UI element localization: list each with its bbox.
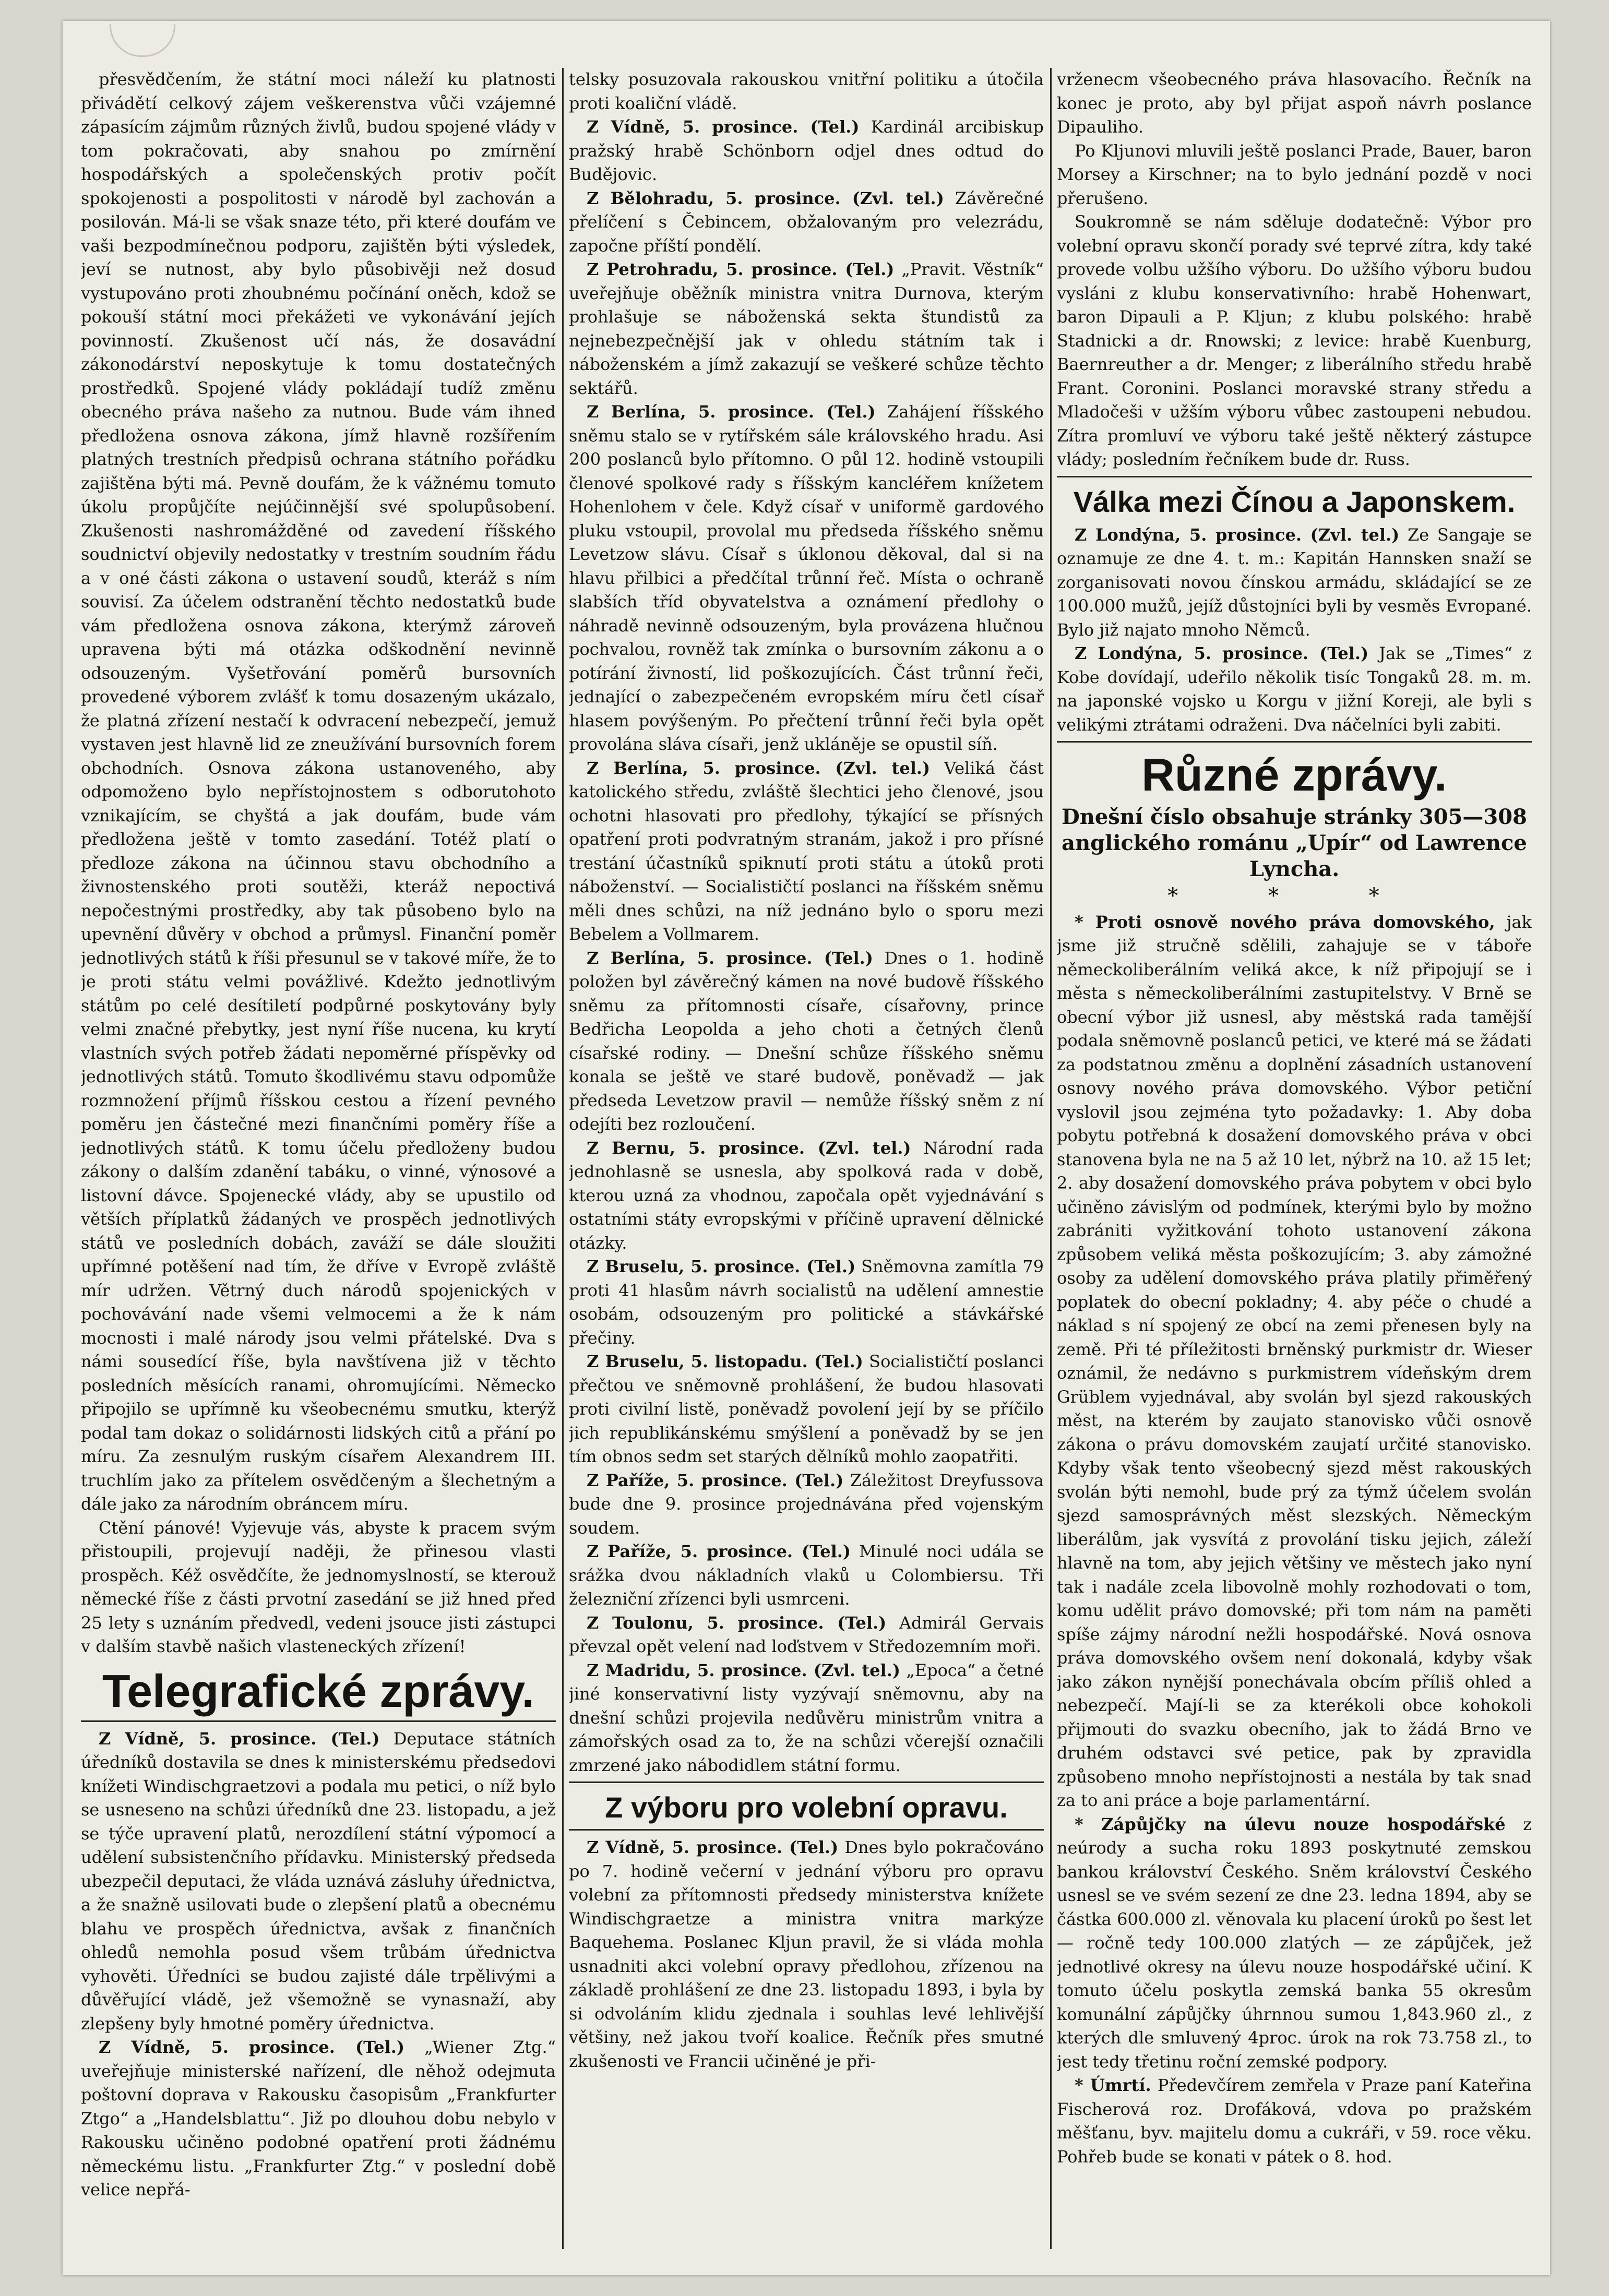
telegram-dateline: Z Vídně, 5. prosince. (Tel.) [587,117,860,137]
news-item [569,400,1044,757]
item-text: Jak se „Times“ z Kobe dovídají, udeřilo několik tisíc Tongaků 28. m. m. na japonské vojsko u Korgu v jižní Koreji, ale byli s velikými ztrátami odraženi. Dva náčelníci byli zabiti. [1057,643,1532,735]
item-text: Závěrečné přelíčení s Čebincem, obžalovaným pro velezrádu, započne příští pondělí. [569,188,1044,256]
section-divider [1057,741,1532,743]
column-rule-left [562,68,564,2249]
telegram-list [569,115,1044,1777]
reform-telegram [569,1836,1044,2073]
speech-closing: Ctění pánové! Vyjevuje vás, abyste k pracem svým přistoupili, projevují naději, že přinesou vlasti prospěch. Kéž osvědčíte, že jednomyslností, se kterouž německé říše z části prvotní zasedání se již hned před 25 lety s uznáním předvedl, vedeni jsouce jisti zástupci v dalším stavbě našich vlasteneckých zřízení! [81,1517,556,1656]
news-item [569,1350,1044,1469]
continued-text: Po Kljunovi mluvili ještě poslanci Prade, Bauer, baron Morsey a Kirschner; na to bylo jednání pozdě v noci přerušeno. [1057,140,1532,208]
column-middle [569,68,1044,2249]
column-rule-right [1050,68,1052,2249]
item-text: Předevčírem zemřela v Praze paní Kateřina Fischerová roz. Drofáková, vdova po pražském měšťanu, byv. majitelu domu a cukráři, v 59. roce věku. Pohřeb bude se konati v pátek o 8. hod. [1057,2075,1532,2167]
telegram-dateline: Z Paříže, 5. prosince. (Tel.) [587,1470,844,1490]
telegram-dateline: Z Bělohradu, 5. prosince. (Zvl. tel.) [587,188,944,208]
news-item [569,115,1044,187]
telegram-dateline: Z Berlína, 5. prosince. (Tel.) [587,948,873,968]
news-item [569,1137,1044,1255]
item-lead: * Úmrtí. [1075,2075,1151,2095]
telegram-item [81,2036,556,2202]
section-divider [1057,476,1532,477]
news-item [1057,2074,1532,2169]
item-text: Dnes o 1. hodině položen byl závěrečný kámen na nové budově říšského sněmu za přítomnosti císaře, císařovny, prince Bedřicha Leopolda a jeho choti a četných členů císařské rodiny. — Dnešní schůze říšského sněmu konala se ještě ve staré budově, poněvadž — jak předseda Levetzow pravil — nemůže říšský sněm z ní odejíti bez rozloučení. [569,948,1044,1134]
paper-corner-mark [110,24,175,57]
telegram-item [81,1727,556,2036]
item-lead: * Proti osnově nového práva domovského, [1075,912,1495,932]
continued-text: telsky posuzovala rakouskou vnitřní politiku a útočila proti koaliční vládě. [569,69,1044,113]
news-item [569,187,1044,258]
news-item [569,258,1044,400]
telegram-dateline: Z Petrohradu, 5. prosince. (Tel.) [587,259,895,279]
item-text: Národní rada jednohlasně se usnesla, aby spolková rada v době, kterou uzná za vhodnou, započala opět vyjednávání s ostatními státy evropskými v příčině upravení dělnické otázky. [569,1138,1044,1253]
continued-text: vrženecm všeobecného práva hlasovacího. Řečník na konec je proto, aby byl přijat aspoň návrh poslance Dipauliho. [1057,69,1532,137]
telegram-dateline: Z Berlína, 5. prosince. (Tel.) [587,402,876,422]
item-text: jak jsme již stručně sdělili, zahajuje se v táboře německoliberálním veliká akce, k níž připojují se i města s německoliberálními zastupitelstvy. V Brně se obecní výbor již usnesl, aby městská rada tamější podala sněmovně poslanců petici, ve které má se žádati za podstatnou změnu a doplnění zásadních ustanovení osnovy nového práva domovského. Výbor petiční vyslovil jsou zejména tyto požadavky: 1. Aby doba pobytu potřebná k dosažení domovského práva v obci stanovena byla ne na 5 až 10 let, nýbrž na 10. až 15 let; 2. aby dosažení domovského práva pobytem v obci bylo učiněno závislým od podmínek, kterými bylo by možno zabrániti vyžitkování tohoto ustanovení zákona způsobem veliká města poškozujícím; 3. aby zámožné osoby za udělení domovského práva platily přiměřený poplatek do obecní pokladny; 4. aby péče o chudé a náklad s ní spojený ze obcí na zemi přenesen byly na země. Při té příležitosti brněnský purkmistr dr. Wieser oznámil, že nedávno s purkmistrem vídeňským drem Grüblem vyjednával, aby svolán byl sjezd rakouských měst, na kterém by zaujato stanovisko vůči osnově zákona o právu domovském zaujatí určité stanovisko. Kdyby však tento všeobecný sjezd měst rakouských svolán býti nemohl, bude prý za týmž účelem svolán sjezd samosprávných měst slezských. Německým liberálům, jak vysvítá z provolání tisku jejich, záleží hlavně na tom, aby jejich většiny ve městech jako nyní tak i nadále zcela libovolně mohly rozhodovati o tom, komu udělit právo domovské; při tom nám na paměti spíše zájmy národní nežli hospodářské. Nová osnova práva domovského ovšem není dokonalá, kdyby však jako zákon nynější ponechávala obcím příliš ohled a nebezpečí. Mají-li se za kterékoli obce kohokoli přijmouti do svazku obecního, jak to žádá Brno ve druhém odstavci své petice, pak by zpravidla způsobeno mnoho nepřístojnosti a nestála by tak snad za to ani práce a boje parlamentární. [1057,912,1532,1810]
news-item [569,1659,1044,1778]
war-telegram-list [1057,523,1532,737]
star-separator: * * * [1167,884,1421,908]
item-text: z neúrody a sucha roku 1893 poskytnuté zemskou bankou království Českého. Sněm království Českého usnesl se ve svém sezení ze dne 23. ledna 1894, aby se částka 600.000 zl. věnovala ku placení úroků po šest let — ročně tedy 100.000 zlatých — ze zápůjček, jež jednotlivé okresy na úlevu nouze hospodářské učiní. K tomuto účelu poskytla zemská banka 55 okresům komunální zápůjčky úhrnnou sumou 1,843.960 zl., z kterých dle smluvený 4proc. úrok na rok 73.758 zl., to jest tedy třetinu roční zemské podpory. [1057,1814,1532,2072]
novel-notice: Dnešní číslo obsahuje stránky 305—308 anglického románu „Upír“ od Lawrence Lyncha. [1062,805,1527,881]
news-item [1057,911,1532,1813]
news-item [569,1469,1044,1540]
item-text: Záležitost Dreyfussova bude dne 9. prosince projednávána před vojenským soudem. [569,1470,1044,1538]
telegrams-heading: Telegrafické zprávy. [102,1665,535,1717]
telegram-dateline: Z Bruselu, 5. listopadu. (Tel.) [587,1352,863,1371]
telegram-dateline: Z Madridu, 5. prosince. (Zvl. tel.) [587,1660,900,1680]
item-text: Veliká část katolického středu, zvláště šlechtici jeho členové, jsou ochotni hlasovati pro předlohy, týkající se přísných opatření proti podvratným stranám, jakož i pro přísné trestání účastníků spiknutí proti státu a útoků proti náboženství. — Socialističtí poslanci na říšském sněmu měli dnes schůzi, na níž jednáno bylo o sporu mezi Bebelem a Vollmarem. [569,758,1044,944]
item-text: Kardinál arcibiskup pražský hrabě Schönborn odjel dnes odtud do Budějovic. [569,117,1044,184]
item-text: „Pravit. Věstník“ uveřejňuje oběžník ministra vnitra Durnova, kterým prohlašuje se náboženská sekta štundistů za nejnebezpečnější jak v ohledu státním tak i náboženském a jímž zakazují se veškeré schůze těchto sektářů. [569,259,1044,398]
telegram-dateline: Z Vídně, 5. prosince. (Tel.) [99,2037,405,2057]
item-text: Sněmovna zamítla 79 proti 41 hlasům návrh socialistů na udělení amnestie osobám, odsouzeným pro politické a stávkářské přečiny. [569,1257,1044,1348]
item-text: Minulé noci udála se srážka dvou nákladních vlaků u Colombiersu. Tři železniční zřízenci byli usmrceni. [569,1541,1044,1609]
item-text: Zahájení říšského sněmu stalo se v rytířském sále královského hradu. Asi 200 poslanců bylo přítomno. O půl 12. hodině vstoupili členové spolkové rady s říšským kancléřem knížetem Hohenlohem v čele. Když císař v uniformě gardového pluku vstoupil, provolal mu předseda říšského sněmu Levetzow slávu. Císař s úklonou děkoval, dal si na hlavu přilbici a předčítal trůnní řeč. Místa o ochraně slabších tříd obyvatelstva a oznámení předlohy o náhradě nevinně odsouzeným, byla provázena hlučnou pochvalou, rovněž tak zmínka o bursovním zákonu a o potírání živností, lid poškozujících. Část trůnní řeči, jednající o zabezpečeném evropském míru četl císař hlasem povýšeným. Po přečtení trůnní řeči byla opět provolána sláva císaři, jenž ukláněje se opustil síň. [569,402,1044,754]
news-item [569,1540,1044,1611]
telegram-text: Deputace státních úředníků dostavila se dnes k ministerskému předsedovi knížeti Windischgraetzovi a podala mu petici, o níž bylo se usneseno na schůzi úředníků dne 23. listopadu, a jež se týče upravení platů, nerozdílení státní výpomocí a udělení subsistenčního přídavku. Ministerský předseda ubezpečil deputaci, že vláda uznává zásluhy úřednictva, a že snažně usilovati bude o zlepšení platů a obecnému blahu ve prospěch úřednictva, avšak z finančních ohledů nemohla posud všem trůbám úřednictva vyhověti. Úředníci se budou zajisté dále trpělivými a důvěřující vládě, jež všemožně se vynasnaží, aby zlepšeny byly hmotné poměry úřednictva. [81,1728,556,2034]
telegram-dateline: Z Bruselu, 5. prosince. (Tel.) [587,1257,856,1276]
item-text: Admirál Gervais převzal opět velení nad loďstvem v Středozemním moři. [569,1612,1044,1656]
telegram-dateline: Z Berlína, 5. prosince. (Zvl. tel.) [587,758,931,778]
item-text: Ze Sangaje se oznamuje ze dne 4. t. m.: Kapitán Hannsken snaží se zorganisovati novou čínskou armádu, skládající se ze 100.000 mužů, jejíž důstojníci byli by vesměs Evropané. Bylo již najato mnoho Němců. [1057,524,1532,640]
item-text: Socialističtí poslanci přečtou ve sněmovně prohlášení, že budou hlasovati proti civilní listě, poněvadž povolení její by se příčilo jich republikánskému smýšlení a poněvadž by se jen tím obnos sedm set starých dělníků mohlo zaopatřiti. [569,1352,1044,1466]
reform-text: Dnes bylo pokračováno po 7. hodině večerní v jednání výboru pro opravu volební za přítomnosti předsedy ministerstva knížete Windischgraetze a ministra vnitra markýze Baquehema. Poslanec Kljun pravil, že si vláda mohla usnadniti akci volební opravy předlohou, zřízenou na základě prohlášení ze dne 23. listopadu 1893, i byla by si odvoláním klidu zjednala i souhlas levé lehlivější většiny, než jakou tvoří koalice. Řečník přes smutné zkušenosti ve Francii učiněné je při- [569,1837,1044,2071]
column-left [81,68,556,2249]
section-divider [81,1720,556,1722]
speech-paragraph: přesvědčením, že státní moci náleží ku platnosti přivádětí celkový zájem veškerenstva vůči vzájemné zápasícím zájmům různých živlů, budou spojené vlády v tom pokračovati, aby snahou po zmírnění hospodářských a společenských protiv počít spokojenosti a pospolitosti v národě byl zachován a posilován. Má-li se však snaze této, při které doufám ve vaši bezpodmínečnou podporu, zajištěn býti výsledek, jeví se nutnost, aby bylo působivěji než dosud vystupováno proti zhoubnému počínání oněch, kdož se pokouší státní moci překážeti ve vykonávání jejích povinností. Zkušenost učí nás, že dosavádní zákonodárství neposkytuje k tomu dostatečných prostředků. Spojené vlády pokládají tudíž změnu obecného práva našeho za nutnou. Bude vám ihned předložena osnova zákona, jímž hlavně rozšířením platných trestních předpisů ochrana státního pořádku zajištěna býti má. Pevně doufám, že k vážnému tomuto úkolu propůjčíte nejúčinnější své spolupůsobení. Zkušenosti nashromážděné od zavedení říšského soudnictví objevily nedostatky v trestním soudním řádu a v oné části zákona o ustavení soudů, kteráž s ním souvisí. Za účelem odstranění těchto nedostatků bude vám předložena osnova zákona, kterýmž zároveň upravena býti má otázka odškodnění nevinně odsouzeným. Vyšetřování poměrů bursovních provedené výborem zvlášť k tomu dosazeným ukázalo, že platná zřízení nestačí k odvracení nebezpečí, jemuž vystaven jest hlavně lid ze zneužívání bursovních forem obchodních. Osnova zákona ustanoveného, aby odpomoženo bylo nepřístojnostem s odborutohoto vznikajícím, se chyštá a jak doufám, bude vám předložena ještě v tomto zasedání. Totéž platí o předloze zákona na účinnou stavu obchodního a živnostenského proti soutěži, kteráž nepoctivá nepočestnými prostředky, aby tak působeno bylo na upevnění důvěry v obchod a průmysl. Finanční poměr jednotlivých států k říši přesunul se v takové míře, že to je proti státu velmi povážlivé. Kdežto jednotlivým státům po celé desítiletí podpůrné poskytovány byly velmi značné přebytky, jest nyní říše nucena, ku krytí vlastních svých potřeb žádati nepoměrné příspěvky od jednotlivých států. Tomuto škodlivému stavu odpomůže rozmnožení příjmů říšskou cestou a řízení pevného poměru jen částečné mezi finančními poměry říše a jednotlivých států. K tomu účelu předloženy budou zákony o dalším zdanění tabáku, o vinné, výnosové a listovní dávce. Spojenecké vlády, aby se upustilo od větších příplatků žádaných ve prospěch jednotlivých států ve posledních dobách, zaváží se dále sloužiti upřímné potěšení nad tím, že dříve v Evropě zvláště mír udržen. Větrný duch národů spojenických v pochovávání nade všemi velmocemi a že k nám mocnosti i malé národy jsou velmi přátelské. Dva s námi sousedící říše, byla navštívena již v těchto posledních měsících ranami, ohromujícími. Německo připojilo se upřímně ku všeobecnému smutku, kterýž podal tam dokaz o solidárnosti lidských citů a přání po míru. Za zesnulým ruským císařem Alexandrem III. truchlím jako za přítelem osvědčeným a šlechetným a dále jako za národním obráncem míru. [81,69,556,1514]
news-item [569,757,1044,947]
item-text: „Epoca“ a četné jiné konservativní listy vyzývají sněmovnu, aby na dnešní schůzi projevila nedůvěru ministrům vnitra a zámořských osad za to, že na schůzi včerejší označili zmrzené jako nábodidlem státní formu. [569,1660,1044,1775]
telegram-text: „Wiener Ztg.“ uveřejňuje ministerské nařízení, dle něhož odejmuta poštovní doprava v Rakousku časopisům „Frankfurter Ztgo“ a „Handelsblattu“. Již po dlouhou dobu nebylo v Rakousku učiněno podobné opatření proti žádnému německému listu. „Frankfurter Ztg.“ v poslední době velice nepřá- [81,2037,556,2199]
telegram-dateline: Z Vídně, 5. prosince. (Tel.) [99,1728,380,1749]
misc-heading: Různé zprávy. [1141,749,1447,800]
telegram-dateline: Z Londýna, 5. prosince. (Tel.) [1075,643,1369,663]
telegram-dateline: Z Vídně, 5. prosince. (Tel.) [587,1837,839,1857]
news-item-list [1057,911,1532,2169]
telegram-dateline: Z Toulonu, 5. prosince. (Tel.) [587,1612,887,1633]
reform-heading: Z výboru pro volební opravu. [605,1791,1008,1824]
telegram-dateline: Z Paříže, 5. prosince. (Tel.) [587,1541,851,1561]
news-item [569,947,1044,1137]
news-item [1057,642,1532,737]
item-lead: * Zápůjčky na úlevu nouze hospodářské [1075,1814,1506,1834]
war-heading: Válka mezi Čínou a Japonskem. [1073,485,1516,518]
newspaper-page [63,21,1550,2275]
news-item [569,1611,1044,1659]
section-divider [569,1829,1044,1831]
telegram-dateline: Z Londýna, 5. prosince. (Zvl. tel.) [1075,524,1400,545]
continued-text: Soukromně se nám sděluje dodatečně: Výbor pro volební opravu skončí porady své teprvé zítra, kdy také provede volbu užšího výboru. Do užšího výboru budou vysláni z klubu konservativního: hrabě Hohenwart, baron Dipauli a P. Kljun; z klubu polského: hrabě Stadnicki a dr. Rnowski; z levice: hrabě Kuenburg, Baernreuther a dr. Menger; z liberálního středu hrabě Frant. Coronini. Poslanci moravské strany středu a Mladočeši v užším výboru vůbec zastoupeni nebudou. Zítra promluví ve výboru také ještě některý zástupce vlády; posledním řečníkem bude dr. Russ. [1057,212,1532,469]
column-right [1057,68,1532,2249]
news-item [1057,523,1532,642]
news-item [569,1255,1044,1350]
news-item [1057,1813,1532,2074]
section-divider [569,1781,1044,1783]
telegram-dateline: Z Bernu, 5. prosince. (Zvl. tel.) [587,1138,911,1158]
